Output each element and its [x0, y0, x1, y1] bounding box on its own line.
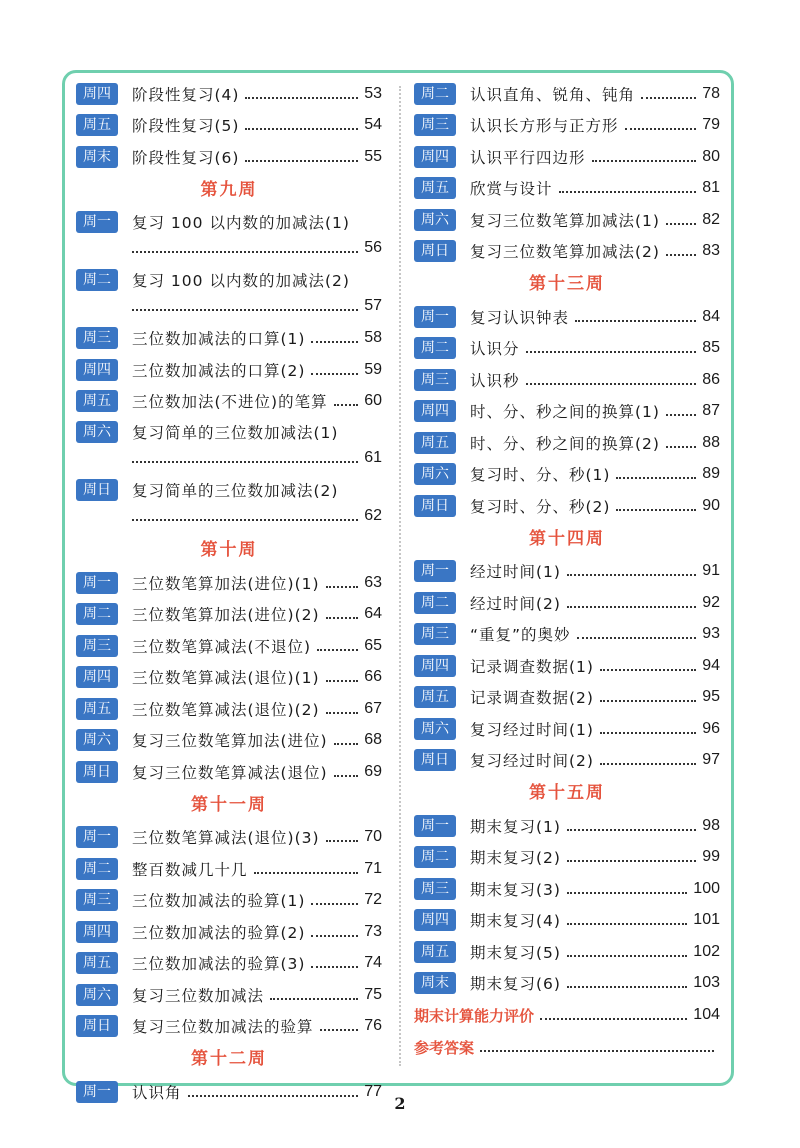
- entry-page: 79: [702, 116, 720, 134]
- dot-leader: [326, 617, 359, 619]
- toc-entry[interactable]: [76, 141, 382, 173]
- entry-page: 93: [702, 625, 720, 643]
- day-badge: 周二: [76, 603, 118, 625]
- entry-title: 复习三位数加减法: [132, 986, 265, 1005]
- entry-page: 102: [693, 942, 720, 960]
- dot-leader: [480, 1050, 714, 1052]
- entry-title: 复习 100 以内数的加减法(2): [132, 271, 350, 290]
- entry-page: 62: [364, 507, 382, 524]
- dot-leader: [540, 1018, 687, 1020]
- entry-title: 三位数笔算减法(退位)(1): [132, 669, 320, 688]
- dot-leader: [320, 1029, 359, 1031]
- dot-leader: [559, 191, 697, 193]
- entry-title: 认识直角、锐角、钝角: [470, 85, 636, 104]
- toc-entry[interactable]: [414, 364, 720, 396]
- toc-entry[interactable]: [414, 301, 720, 333]
- week-heading: 第九周: [200, 179, 258, 200]
- entry-title: 三位数笔算减法(不退位): [132, 637, 312, 656]
- day-badge: 周五: [414, 686, 456, 708]
- dot-leader: [311, 341, 358, 343]
- entry-leader-line: [132, 507, 382, 525]
- toc-entry[interactable]: [414, 619, 720, 651]
- entry-title: 记录调查数据(2): [470, 689, 594, 708]
- entry-page: 64: [364, 605, 382, 623]
- day-badge: 周四: [76, 359, 118, 381]
- toc-entry[interactable]: [414, 682, 720, 714]
- entry-title: 期末复习(3): [470, 880, 561, 899]
- entry-title: “重复”的奥妙: [470, 626, 571, 645]
- entry-page: 63: [364, 573, 382, 591]
- entry-title: 复习经过时间(2): [470, 752, 594, 771]
- entry-leader-line: [132, 297, 382, 315]
- entry-page: 80: [702, 147, 720, 165]
- day-badge: 周六: [76, 421, 118, 443]
- toc-entry[interactable]: [414, 842, 720, 874]
- day-badge: 周五: [414, 941, 456, 963]
- entry-title: 复习 100 以内数的加减法(1): [132, 213, 350, 232]
- toc-right-column: [414, 78, 720, 1063]
- dot-leader: [666, 254, 696, 256]
- entry-leader-line: [132, 239, 382, 257]
- entry-page: 97: [702, 751, 720, 769]
- toc-entry[interactable]: [76, 756, 382, 788]
- day-badge: 周五: [76, 698, 118, 720]
- dot-leader: [577, 637, 697, 639]
- entry-title: 期末复习(5): [470, 943, 561, 962]
- day-badge: 周一: [76, 211, 118, 233]
- entry-title: 时、分、秒之间的换算(1): [470, 403, 660, 422]
- dot-leader: [567, 892, 687, 894]
- day-badge: 周日: [76, 479, 118, 501]
- day-badge: 周日: [414, 240, 456, 262]
- toc-special-entry[interactable]: [414, 999, 720, 1031]
- toc-entry[interactable]: [76, 948, 382, 980]
- day-badge: 周三: [76, 889, 118, 911]
- entry-title: 经过时间(1): [470, 563, 561, 582]
- toc-entry[interactable]: [76, 207, 382, 265]
- entry-title: 阶段性复习(4): [132, 85, 240, 104]
- day-badge: 周二: [414, 592, 456, 614]
- day-badge: 周三: [76, 327, 118, 349]
- toc-entry[interactable]: [414, 204, 720, 236]
- toc-special-entry[interactable]: [414, 1031, 720, 1063]
- dot-leader: [132, 519, 358, 521]
- dot-leader: [616, 509, 696, 511]
- day-badge: 周二: [76, 269, 118, 291]
- entry-page: 76: [364, 1017, 382, 1035]
- entry-page: 66: [364, 668, 382, 686]
- entry-page: 53: [364, 84, 382, 102]
- column-divider: [399, 86, 403, 1066]
- day-badge: 周日: [414, 749, 456, 771]
- entry-page: 91: [702, 562, 720, 580]
- entry-title: 欣赏与设计: [470, 180, 553, 199]
- entry-page: 98: [702, 816, 720, 834]
- dot-leader: [575, 320, 696, 322]
- dot-leader: [600, 763, 696, 765]
- toc-entry[interactable]: [414, 713, 720, 745]
- day-badge: 周四: [414, 146, 456, 168]
- entry-page: 73: [364, 922, 382, 940]
- toc-entry[interactable]: [414, 810, 720, 842]
- toc-entry[interactable]: [414, 173, 720, 205]
- dot-leader: [311, 966, 358, 968]
- entry-title: 复习简单的三位数加减法(2): [132, 482, 339, 500]
- dot-leader: [270, 998, 358, 1000]
- toc-entry[interactable]: [414, 587, 720, 619]
- entry-title: 复习三位数加减法的验算: [132, 1018, 314, 1037]
- toc-entry[interactable]: [414, 427, 720, 459]
- week-heading: 第十二周: [191, 1049, 267, 1069]
- entry-title: 复习认识钟表: [470, 308, 570, 327]
- entry-page: 103: [693, 974, 720, 992]
- entry-title: 时、分、秒之间的换算(2): [470, 434, 660, 453]
- day-badge: 周一: [414, 815, 456, 837]
- dot-leader: [132, 251, 358, 253]
- toc-entry[interactable]: [76, 1011, 382, 1043]
- entry-page: 88: [702, 433, 720, 451]
- entry-page: 57: [364, 296, 382, 314]
- day-badge: 周六: [414, 718, 456, 740]
- entry-title: 记录调查数据(1): [470, 657, 594, 676]
- dot-leader: [311, 935, 358, 937]
- toc-entry[interactable]: [76, 630, 382, 662]
- dot-leader: [600, 669, 696, 671]
- day-badge: 周二: [414, 337, 456, 359]
- week-heading: 第十三周: [529, 274, 605, 294]
- entry-title: 整百数减几十几: [132, 860, 248, 879]
- entry-title: 复习简单的三位数加减法(1): [132, 424, 339, 442]
- dot-leader: [666, 414, 696, 416]
- entry-title: 三位数加法(不进位)的笔算: [132, 393, 328, 412]
- entry-title: 三位数加减法的验算(3): [132, 955, 306, 974]
- day-badge: 周四: [76, 666, 118, 688]
- toc-entry[interactable]: [414, 873, 720, 905]
- dot-leader: [334, 404, 359, 406]
- entry-page: 82: [702, 210, 720, 228]
- entry-title: 三位数笔算加法(进位)(1): [132, 574, 320, 593]
- toc-entry[interactable]: [414, 968, 720, 1000]
- dot-leader: [132, 461, 358, 463]
- dot-leader: [592, 160, 697, 162]
- entry-title: 复习三位数笔算加减法(2): [470, 243, 660, 262]
- dot-leader: [616, 477, 696, 479]
- entry-page: 67: [364, 699, 382, 717]
- entry-title: 复习三位数笔算减法(退位): [132, 763, 328, 782]
- dot-leader: [600, 732, 696, 734]
- dot-leader: [334, 743, 359, 745]
- entry-title: 经过时间(2): [470, 594, 561, 613]
- dot-leader: [311, 373, 358, 375]
- dot-leader: [245, 128, 358, 130]
- entry-page: 59: [364, 360, 382, 378]
- entry-page: 61: [364, 449, 382, 466]
- toc-entry[interactable]: [76, 386, 382, 418]
- entry-title: 复习经过时间(1): [470, 720, 594, 739]
- day-badge: 周五: [414, 432, 456, 454]
- toc-entry[interactable]: [76, 567, 382, 599]
- entry-page: 101: [693, 911, 720, 929]
- toc-entry[interactable]: [76, 822, 382, 854]
- entry-page: 86: [702, 370, 720, 388]
- toc-entry[interactable]: [414, 396, 720, 428]
- entry-title: 三位数笔算加法(进位)(2): [132, 606, 320, 625]
- entry-page: 96: [702, 719, 720, 737]
- dot-leader: [641, 97, 696, 99]
- entry-title: 三位数加减法的口算(1): [132, 330, 306, 349]
- entry-page: 70: [364, 828, 382, 846]
- toc-left-column: [76, 78, 382, 1108]
- entry-title: 期末复习(4): [470, 912, 561, 931]
- day-badge: 周四: [414, 400, 456, 422]
- entry-page: 58: [364, 329, 382, 347]
- dot-leader: [666, 223, 696, 225]
- entry-page: 60: [364, 392, 382, 410]
- entry-page: 55: [364, 147, 382, 165]
- toc-entry[interactable]: [414, 110, 720, 142]
- entry-title: 阶段性复习(5): [132, 117, 240, 136]
- day-badge: 周四: [76, 921, 118, 943]
- toc-entry[interactable]: [76, 354, 382, 386]
- toc-entry[interactable]: [76, 417, 382, 475]
- dot-leader: [326, 840, 359, 842]
- dot-leader: [567, 955, 687, 957]
- dot-leader: [245, 160, 358, 162]
- entry-page: 74: [364, 954, 382, 972]
- entry-title: 认识长方形与正方形: [470, 117, 619, 136]
- dot-leader: [326, 586, 359, 588]
- toc-entry[interactable]: [414, 490, 720, 522]
- entry-page: 99: [702, 848, 720, 866]
- entry-title: 参考答案: [414, 1038, 475, 1057]
- day-badge: 周六: [76, 984, 118, 1006]
- dot-leader: [567, 860, 696, 862]
- entry-title: 期末复习(1): [470, 817, 561, 836]
- entry-page: 81: [702, 179, 720, 197]
- entry-page: 104: [693, 1006, 720, 1023]
- day-badge: 周日: [76, 1015, 118, 1037]
- entry-page: 56: [364, 238, 382, 256]
- day-badge: 周五: [76, 114, 118, 136]
- day-badge: 周四: [414, 655, 456, 677]
- dot-leader: [526, 351, 697, 353]
- day-badge: 周四: [414, 909, 456, 931]
- entry-page: 65: [364, 636, 382, 654]
- day-badge: 周五: [76, 390, 118, 412]
- dot-leader: [567, 829, 696, 831]
- week-heading: 第十一周: [191, 794, 267, 815]
- entry-page: 72: [364, 891, 382, 909]
- entry-title: 认识分: [470, 340, 520, 359]
- toc-entry[interactable]: [414, 78, 720, 110]
- dot-leader: [254, 872, 359, 874]
- day-badge: 周一: [76, 826, 118, 848]
- entry-page: 85: [702, 339, 720, 357]
- entry-page: 84: [702, 307, 720, 325]
- toc-entry[interactable]: [76, 725, 382, 757]
- dot-leader: [666, 446, 696, 448]
- entry-title: 认识平行四边形: [470, 148, 586, 167]
- day-badge: 周日: [76, 761, 118, 783]
- entry-page: 100: [693, 879, 720, 897]
- week-heading: 第十四周: [529, 528, 605, 549]
- day-badge: 周末: [76, 146, 118, 168]
- entry-title: 期末计算能力评价: [414, 1006, 535, 1025]
- toc-entry[interactable]: [414, 905, 720, 937]
- entry-page: 87: [702, 402, 720, 420]
- toc-entry[interactable]: [76, 693, 382, 725]
- entry-title: 复习三位数笔算加减法(1): [470, 211, 660, 230]
- week-heading: 第十五周: [529, 783, 605, 803]
- dot-leader: [625, 128, 697, 130]
- day-badge: 周六: [414, 463, 456, 485]
- entry-title: 期末复习(6): [470, 975, 561, 994]
- toc-entry[interactable]: [414, 141, 720, 173]
- toc-entry[interactable]: [76, 323, 382, 355]
- day-badge: 周三: [414, 878, 456, 900]
- dot-leader: [567, 986, 687, 988]
- entry-title: 三位数加减法的验算(2): [132, 923, 306, 942]
- dot-leader: [132, 309, 358, 311]
- entry-page: 77: [364, 1082, 382, 1100]
- day-badge: 周日: [414, 495, 456, 517]
- entry-page: 78: [702, 84, 720, 102]
- toc-entry[interactable]: [76, 662, 382, 694]
- dot-leader: [567, 923, 687, 925]
- entry-title: 复习时、分、秒(1): [470, 466, 611, 485]
- entry-page: 89: [702, 465, 720, 483]
- day-badge: 周一: [414, 560, 456, 582]
- entry-title: 认识角: [132, 1083, 182, 1102]
- day-badge: 周六: [76, 729, 118, 751]
- dot-leader: [334, 775, 359, 777]
- day-badge: 周一: [76, 572, 118, 594]
- day-badge: 周六: [414, 209, 456, 231]
- toc-entry[interactable]: [76, 853, 382, 885]
- toc-entry[interactable]: [414, 650, 720, 682]
- day-badge: 周一: [414, 306, 456, 328]
- toc-entry[interactable]: [414, 333, 720, 365]
- toc-entry[interactable]: [414, 459, 720, 491]
- dot-leader: [326, 680, 359, 682]
- entry-page: 68: [364, 731, 382, 749]
- toc-entry[interactable]: [414, 745, 720, 777]
- entry-page: 92: [702, 593, 720, 611]
- toc-entry[interactable]: [414, 936, 720, 968]
- day-badge: 周五: [414, 177, 456, 199]
- entry-page: 94: [702, 656, 720, 674]
- dot-leader: [245, 97, 358, 99]
- entry-leader-line: [132, 449, 382, 467]
- entry-title: 阶段性复习(6): [132, 148, 240, 167]
- entry-title: 认识秒: [470, 371, 520, 390]
- day-badge: 周五: [76, 952, 118, 974]
- day-badge: 周三: [414, 369, 456, 391]
- entry-page: 75: [364, 985, 382, 1003]
- toc-entry[interactable]: [76, 916, 382, 948]
- entry-title: 复习三位数笔算加法(进位): [132, 732, 328, 751]
- dot-leader: [600, 700, 696, 702]
- toc-entry[interactable]: [76, 110, 382, 142]
- toc-entry[interactable]: [76, 78, 382, 110]
- entry-title: 三位数笔算减法(退位)(3): [132, 829, 320, 848]
- dot-leader: [567, 606, 696, 608]
- dot-leader: [326, 712, 359, 714]
- day-badge: 周二: [76, 858, 118, 880]
- entry-page: 54: [364, 116, 382, 134]
- entry-page: 95: [702, 688, 720, 706]
- day-badge: 周二: [414, 846, 456, 868]
- week-heading: 第十周: [200, 540, 258, 560]
- day-badge: 周四: [76, 83, 118, 105]
- entry-page: 71: [364, 859, 382, 877]
- dot-leader: [526, 383, 697, 385]
- entry-title: 期末复习(2): [470, 849, 561, 868]
- frame-gap: [735, 1028, 747, 1074]
- toc-entry[interactable]: [76, 885, 382, 917]
- dot-leader: [311, 903, 358, 905]
- dot-leader: [317, 649, 358, 651]
- entry-title: 三位数笔算减法(退位)(2): [132, 700, 320, 719]
- toc-entry[interactable]: [414, 236, 720, 268]
- toc-entry[interactable]: [76, 475, 382, 533]
- page-number: 2: [394, 1094, 406, 1113]
- toc-entry[interactable]: [76, 599, 382, 631]
- entry-page: 90: [702, 496, 720, 514]
- toc-entry[interactable]: [76, 265, 382, 323]
- toc-entry[interactable]: [414, 556, 720, 588]
- dot-leader: [567, 574, 696, 576]
- entry-title: 复习时、分、秒(2): [470, 497, 611, 516]
- entry-page: 83: [702, 242, 720, 260]
- day-badge: 周三: [76, 635, 118, 657]
- entry-page: 69: [364, 762, 382, 780]
- toc-entry[interactable]: [76, 979, 382, 1011]
- day-badge: 周末: [414, 972, 456, 994]
- day-badge: 周三: [414, 114, 456, 136]
- day-badge: 周一: [76, 1081, 118, 1103]
- day-badge: 周三: [414, 623, 456, 645]
- day-badge: 周二: [414, 83, 456, 105]
- entry-title: 三位数加减法的口算(2): [132, 361, 306, 380]
- entry-title: 三位数加减法的验算(1): [132, 892, 306, 911]
